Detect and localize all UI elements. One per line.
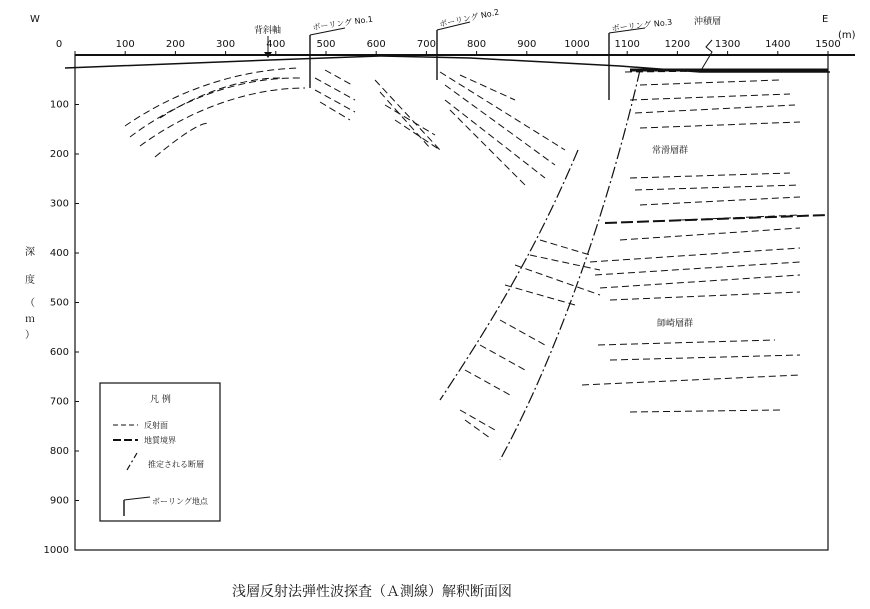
x-tick-label: 400 <box>266 39 286 50</box>
reflectors <box>125 68 820 438</box>
y-tick-label: 300 <box>49 198 69 210</box>
legend-title: 凡 例 <box>150 395 171 405</box>
x-tick-label: 500 <box>316 39 336 50</box>
y-tick-label: 1000 <box>43 545 69 556</box>
east-label: E <box>822 14 829 25</box>
y-tick-label: 700 <box>49 396 69 408</box>
y-tick-label: 500 <box>49 297 69 309</box>
y-title-char: （ <box>25 298 35 309</box>
x-tick-label: 300 <box>216 39 236 50</box>
borehole-1-label: ボーリング No.1 <box>312 14 374 32</box>
legend-fault-label: 推定される断層 <box>148 460 204 469</box>
y-title-char: 深 <box>25 247 35 258</box>
tokoname-group-label: 常滑層群 <box>652 146 689 156</box>
x-tick-label: 1100 <box>614 39 640 50</box>
morozaki-group-label: 師崎層群 <box>657 319 694 329</box>
y-axis-title <box>25 246 35 341</box>
inferred-faults <box>440 70 640 460</box>
borehole-2-label: ボーリング No.2 <box>438 7 500 29</box>
x-tick-label: 1000 <box>564 39 590 50</box>
x-tick-label: 1500 <box>815 39 841 50</box>
geological-boundaries <box>605 215 828 223</box>
legend-reflector-label: 反射面 <box>144 421 168 430</box>
x-tick-label: 600 <box>366 39 386 50</box>
legend-borehole-label: ボーリング地点 <box>152 497 208 506</box>
figure-caption: 浅層反射法弾性波探査（Ａ測線）解釈断面図 <box>232 584 512 600</box>
borehole-1 <box>310 15 373 88</box>
borehole-3 <box>609 18 673 100</box>
y-axis-ticks <box>44 55 79 556</box>
x-axis-ticks <box>56 39 841 55</box>
x-tick-label: 700 <box>416 39 436 50</box>
borehole-3-label: ボーリング No.3 <box>611 17 673 33</box>
y-tick-label: 600 <box>49 347 69 358</box>
y-tick-label: 800 <box>49 446 69 457</box>
y-title-char: ） <box>25 330 35 341</box>
x-tick-label: 900 <box>517 39 537 50</box>
x-tick-label: 200 <box>165 39 185 50</box>
x-tick-label: 1400 <box>765 39 791 50</box>
y-tick-label: 200 <box>49 149 69 160</box>
y-title-char: 度 <box>25 275 35 286</box>
west-label: W <box>30 14 40 25</box>
alluvium-label: 沖積層 <box>694 17 722 27</box>
x-tick-label: 1200 <box>664 39 691 50</box>
y-title-char: ｍ <box>25 314 35 325</box>
legend <box>100 383 220 521</box>
anticline-axis-label: 背斜軸 <box>254 26 282 36</box>
y-tick-label: 400 <box>49 248 69 259</box>
x-tick-label: 800 <box>467 39 487 50</box>
legend-boundary-label: 地質境界 <box>144 436 176 445</box>
x-tick-label: 100 <box>115 39 135 50</box>
x-unit-label: (m) <box>838 30 856 41</box>
x-tick-label: 0 <box>55 39 63 50</box>
y-tick-label: 900 <box>49 495 69 507</box>
x-tick-label: 1300 <box>714 39 741 50</box>
y-tick-label: 100 <box>49 99 69 111</box>
